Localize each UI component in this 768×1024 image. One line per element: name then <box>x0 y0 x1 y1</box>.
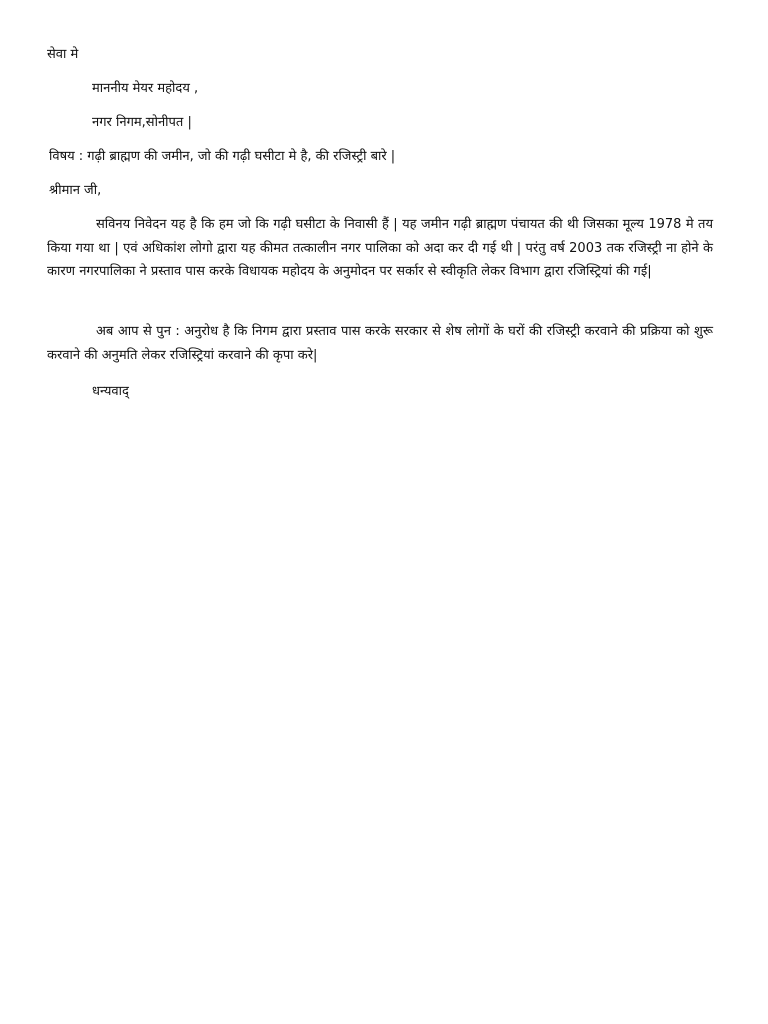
letter-greeting: श्रीमान जी, <box>49 183 102 198</box>
body-paragraph-1: सविनय निवेदन यह है कि हम जो कि गढ़ी घसीटा के निवासी हैं | यह जमीन गढ़ी ब्राह्मण पंचायत की थी जिसका मूल्य 1978 मे तय किया गया था | एवं अधिकांश लोगो द्वारा यह कीमत तत्कालीन नगर पालिका को अदा कर दी गई थी | परंतु वर्ष 2003 तक रजिस्ट्री ना होने के कारण नगरपालिका ने प्रस्ताव पास करके विधायक महोदय के अनुमोदन पर सर्कार से स्वीकृति लेकर विभाग द्वारा रजिस्ट्रियां की गई| <box>47 217 713 279</box>
letter-closing: धन्यवाद् <box>92 384 129 399</box>
body-paragraph-2: अब आप से पुन : अनुरोध है कि निगम द्वारा प्रस्ताव पास करके सरकार से शेष लोगों के घरों की रजिस्ट्री करवाने की प्रक्रिया को शुरू करवाने की अनुमति लेकर रजिस्ट्रियां करवाने की कृपा करे| <box>47 324 713 363</box>
recipient-office: नगर निगम,सोनीपत | <box>92 115 192 130</box>
recipient-title: माननीय मेयर महोदय , <box>92 81 199 96</box>
letter-salutation: सेवा मे <box>47 47 79 62</box>
letter-subject: विषय : गढ़ी ब्राह्मण की जमीन, जो की गढ़ी घसीटा मे है, की रजिस्ट्री बारे | <box>49 149 396 164</box>
